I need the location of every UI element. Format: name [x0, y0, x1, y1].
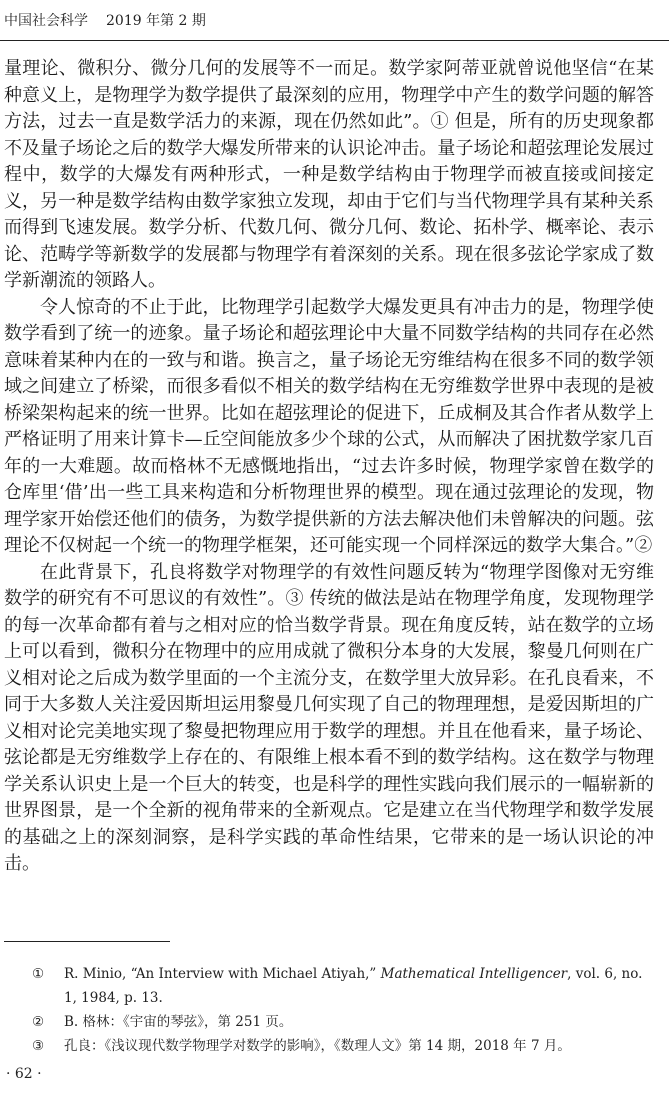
- paragraph-3: 在此背景下，孔良将数学对物理学的有效性问题反转为“物理学图像对无穷维数学的研究有不可思议的有效性”。③ 传统的做法是站在物理学角度，发现物理学的每一次革命都有着与之相对应的恰当数学背景。现在角度反转，站在数学的立场上可以看到，微积分在物理中的应用成就了微积分本身的大发展，黎曼几何则在广义相对论之后成为数学里面的一个主流分支，在数学里大放异彩。在孔良看来，不同于大多数人关注爱因斯坦运用黎曼几何实现了自己的物理理想，是爱因斯坦的广义相对论完美地实现了黎曼把物理应用于数学的理想。并且在他看来，量子场论、弦论都是无穷维数学上存在的、有限维上根本看不到的数学结构。这在数学与物理学关系认识史上是一个巨大的转变，也是科学的理性实践向我们展示的一幅崭新的世界图景，是一个全新的视角带来的全新观点。它是建立在当代物理学和数学发展的基础之上的深刻洞察，是科学实践的革命性结果，它带来的是一场认识论的冲击。: [4, 561, 654, 874]
- footnote-text: 孔良：《浅议现代数学物理学对数学的影响》，《数理人文》第 14 期，2018 年 7 月。: [64, 1038, 571, 1054]
- footnote-journal-title: Mathematical Intelligencer: [380, 966, 568, 982]
- footnote-2: [32, 1010, 657, 1034]
- header-rule: [0, 40, 669, 41]
- footnote-text: R. Minio, “An Interview with Michael Atiyah,”: [64, 966, 381, 982]
- paragraph-2: 令人惊奇的不止于此，比物理学引起数学大爆发更具有冲击力的是，物理学使数学看到了统一的迹象。量子场论和超弦理论中大量不同数学结构的共同存在必然意味着某种内在的一致与和谐。换言之，量子场论无穷维结构在很多不同的数学领域之间建立了桥梁，而很多看似不相关的数学结构在无穷维数学世界中表现的是被桥梁架构起来的统一世界。比如在超弦理论的促进下，丘成桐及其合作者从数学上严格证明了用来计算卡—丘空间能放多少个球的公式，从而解决了困扰数学家几百年的一大难题。故而格林不无感慨地指出，“过去许多时候，物理学家曾在数学的仓库里‘借’出一些工具来构造和分析物理世界的模型。现在通过弦理论的发现，物理学家开始偿还他们的债务，为数学提供新的方法去解决他们未曾解决的问题。弦理论不仅树起一个统一的物理学框架，还可能实现一个同样深远的数学大集合。”②: [4, 296, 654, 556]
- footnote-citation-details: , vol. 6, no. 1, 1984, p. 13.: [64, 966, 643, 1006]
- footnote-text: B. 格林：《宇宙的琴弦》，第 251 页。: [64, 1014, 293, 1030]
- footnote-3: [32, 1034, 657, 1058]
- journal-name: 中国社会科学: [4, 13, 88, 29]
- footnote-rule: [4, 941, 170, 942]
- paragraph-1: 量理论、微积分、微分几何的发展等不一而足。数学家阿蒂亚就曾说他坚信“在某种意义上，是物理学为数学提供了最深刻的应用，物理学中产生的数学问题的解答方法，过去一直是数学活力的来源，现在仍然如此”。① 但是，所有的历史现象都不及量子场论之后的数学大爆发所带来的认识论冲击。量子场论和超弦理论发展过程中，数学的大爆发有两种形式，一种是数学结构由于物理学而被直接或间接定义，另一种是数学结构由数学家独立发现，却由于它们与当代物理学具有某种关系而得到飞速发展。数学分析、代数几何、微分几何、数论、拓朴学、概率论、表示论、范畴学等新数学的发展都与物理学有着深刻的关系。现在很多弦论学家成了数学新潮流的领路人。: [4, 58, 654, 291]
- article-body: [4, 56, 654, 878]
- footnote-1: [32, 962, 657, 1010]
- footnote-number: ③: [32, 1038, 45, 1054]
- footnote-number: ②: [32, 1014, 45, 1030]
- issue-label: 2019 年第 2 期: [106, 13, 206, 29]
- running-header: [4, 6, 654, 36]
- footnotes: [32, 962, 657, 1058]
- footnote-number: ①: [32, 966, 45, 982]
- page-number: · 62 ·: [6, 1066, 42, 1082]
